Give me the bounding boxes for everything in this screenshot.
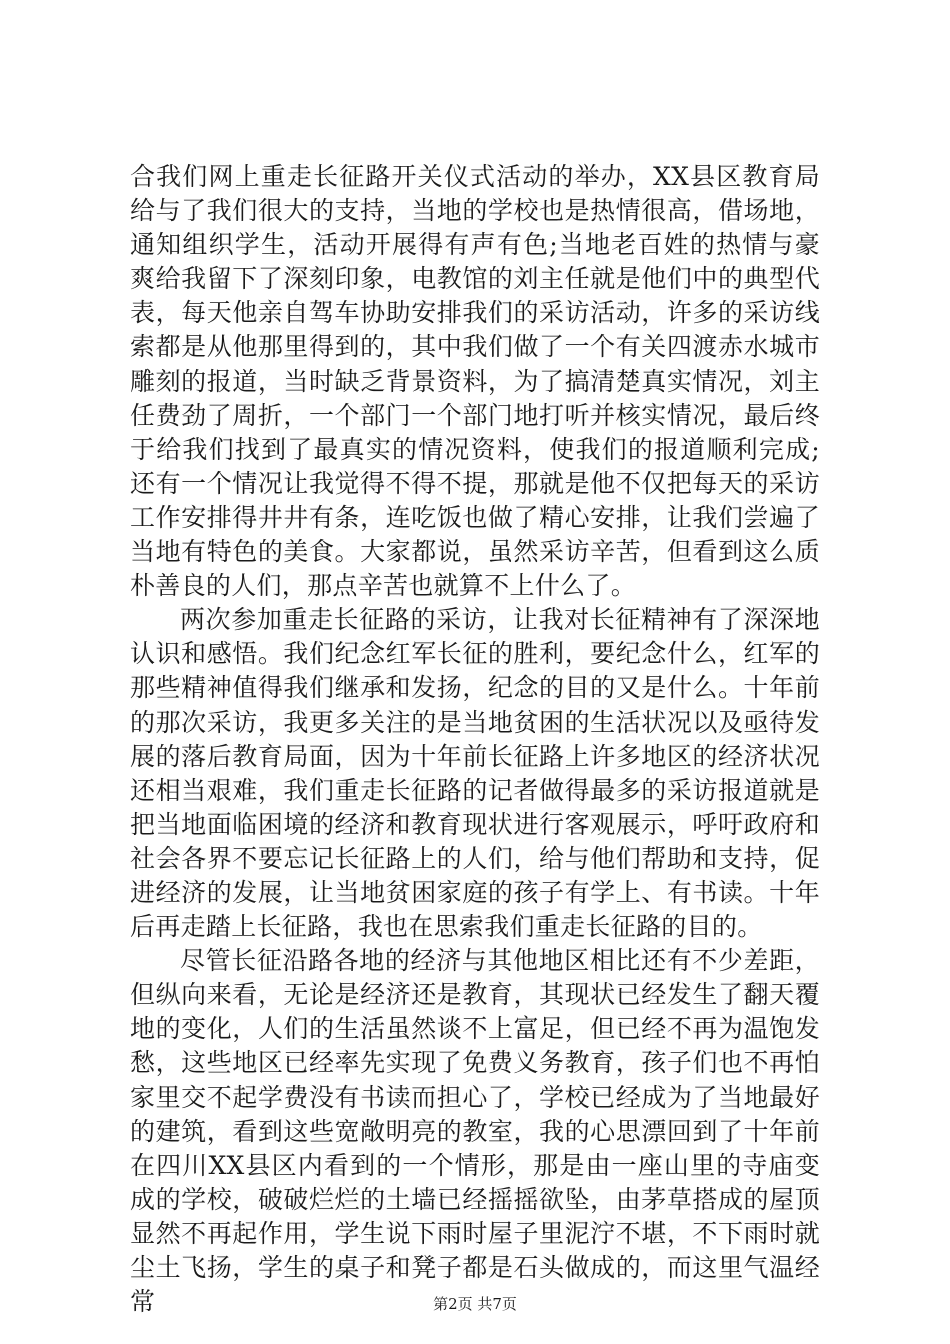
paragraph-2: 两次参加重走长征路的采访，让我对长征精神有了深深地认识和感悟。我们纪念红军长征的胜利，要纪念什么，红军的那些精神值得我们继承和发扬，纪念的目的又是什么。十年前的那次采访，我更多关注的是当地贫困的生活状况以及亟待发展的落后教育局面，因为十年前长征路上许多地区的经济状况还相当艰难，我们重走长征路的记者做得最多的采访报道就是把当地面临困境的经济和教育现状进行客观展示，呼吁政府和社会各界不要忘记长征路上的人们，给与他们帮助和支持，促进经济的发展，让当地贫困家庭的孩子有学上、有书读。十年后再走踏上长征路，我也在思索我们重走长征路的目的。	[130, 605, 820, 942]
paragraph-1: 合我们网上重走长征路开关仪式活动的举办，XX县区教育局给与了我们很大的支持，当地的学校也是热情很高，借场地，通知组织学生，活动开展得有声有色;当地老百姓的热情与豪爽给我留下了深刻印象，电教馆的刘主任就是他们中的典型代表，每天他亲自驾车协助安排我们的采访活动，许多的采访线索都是从他那里得到的，其中我们做了一个有关四渡赤水城市雕刻的报道，当时缺乏背景资料，为了搞清楚真实情况，刘主任费劲了周折，一个部门一个部门地打听并核实情况，最后终于给我们找到了最真实的情况资料，使我们的报道顺利完成;还有一个情况让我觉得不得不提，那就是他不仅把每天的采访工作安排得井井有条，连吃饭也做了精心安排，让我们尝遍了当地有特色的美食。大家都说，虽然采访辛苦，但看到这么质朴善良的人们，那点辛苦也就算不上什么了。	[130, 162, 820, 601]
document-body	[130, 160, 820, 1319]
paragraph-3: 尽管长征沿路各地的经济与其他地区相比还有不少差距，但纵向来看，无论是经济还是教育，其现状已经发生了翻天覆地的变化，人们的生活虽然谈不上富足，但已经不再为温饱发愁，这些地区已经率先实现了免费义务教育，孩子们也不再怕家里交不起学费没有书读而担心了，学校已经成为了当地最好的建筑，看到这些宽敞明亮的教室，我的心思漂回到了十年前在四川XX县区内看到的一个情形，那是由一座山里的寺庙变成的学校，破破烂烂的土墙已经摇摇欲坠，由茅草搭成的屋顶显然不再起作用，学生说下雨时屋子里泥泞不堪，不下雨时就尘土飞扬，学生的桌子和凳子都是石头做成的，而这里气温经常	[130, 946, 820, 1317]
page-number-footer: 第2页 共7页	[433, 1295, 517, 1313]
